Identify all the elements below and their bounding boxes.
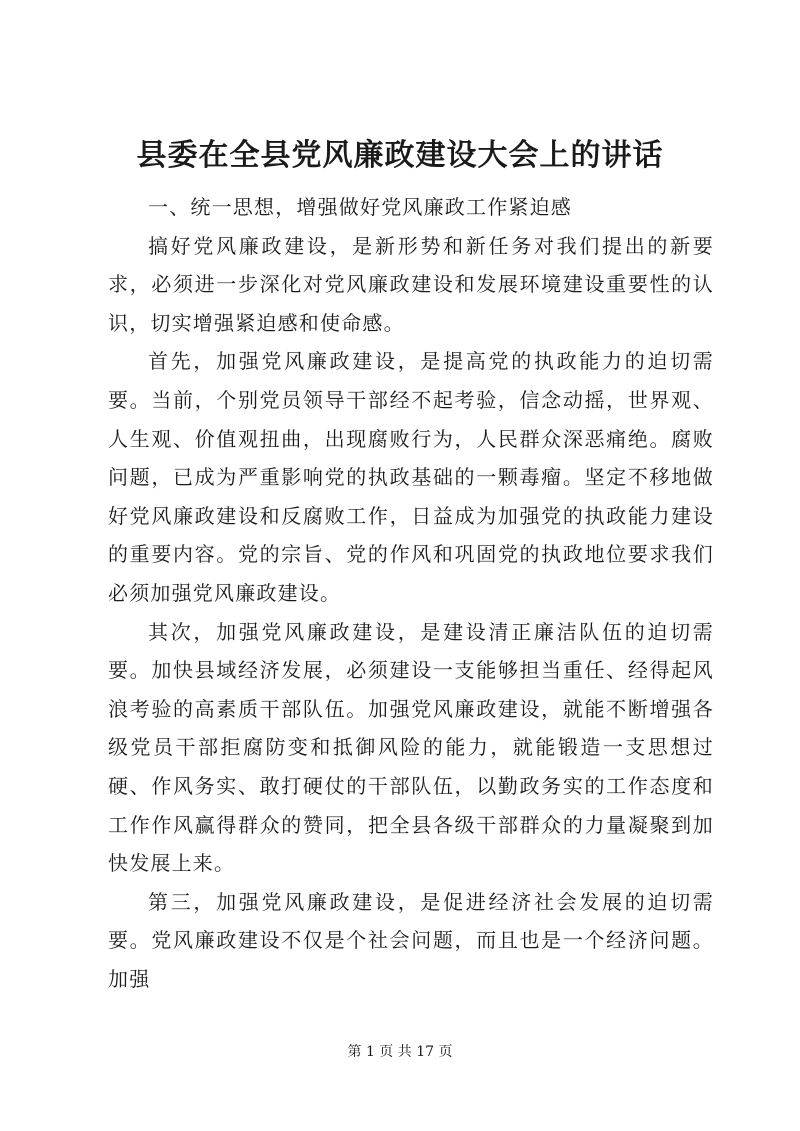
page-number-footer: 第 1 页 共 17 页 <box>347 1044 453 1060</box>
document-title: 县委在全县党风廉政建设大会上的讲话 <box>136 138 664 173</box>
document-body <box>108 188 714 998</box>
paragraph-3: 其次，加强党风廉政建设，是建设清正廉洁队伍的迫切需要。加快县域经济发展，必须建设一支能够担当重任、经得起风浪考验的高素质干部队伍。加强党风廉政建设，就能不断增强各级党员干部拒腐防变和抵御风险的能力，就能锻造一支思想过硬、作风务实、敢打硬仗的干部队伍，以勤政务实的工作态度和工作作风赢得群众的赞同，把全县各级干部群众的力量凝聚到加快发展上来。 <box>108 619 714 876</box>
paragraph-4: 第三，加强党风廉政建设，是促进经济社会发展的迫切需要。党风廉政建设不仅是个社会问题，而且也是一个经济问题。加强 <box>108 889 714 991</box>
paragraph-1: 搞好党风廉政建设，是新形势和新任务对我们提出的新要求，必须进一步深化对党风廉政建设和发展环境建设重要性的认识，切实增强紧迫感和使命感。 <box>108 233 714 335</box>
section-heading: 一、统一思想，增强做好党风廉政工作紧迫感 <box>148 195 572 219</box>
paragraph-2: 首先，加强党风廉政建设，是提高党的执政能力的迫切需要。当前，个别党员领导干部经不起考验，信念动摇，世界观、人生观、价值观扭曲，出现腐败行为，人民群众深恶痛绝。腐败问题，已成为严重影响党的执政基础的一颗毒瘤。坚定不移地做好党风廉政建设和反腐败工作，日益成为加强党的执政能力建设的重要内容。党的宗旨、党的作风和巩固党的执政地位要求我们必须加强党风廉政建设。 <box>108 349 714 605</box>
